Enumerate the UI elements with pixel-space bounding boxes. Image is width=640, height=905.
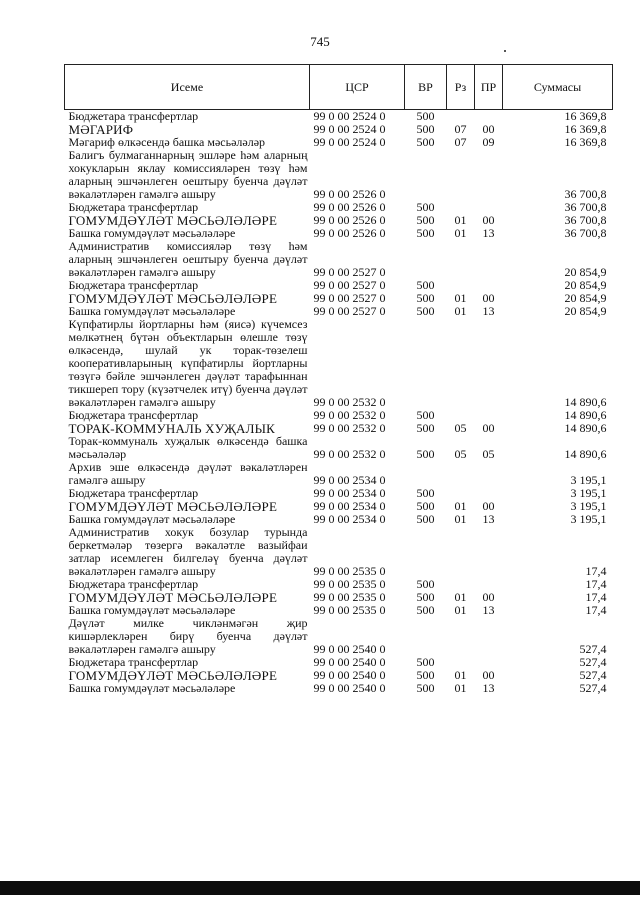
cell-csr: 99 0 00 2534 0 <box>313 512 386 526</box>
cell-name: Башка гомумдәүләт мәсьәләләре <box>68 603 236 617</box>
table-row <box>65 318 613 409</box>
cell-vr: 500 <box>416 499 435 513</box>
cell-vr: 500 <box>416 590 435 604</box>
cell-sum: 3 195,1 <box>570 473 607 487</box>
cell-rz: 01 <box>454 213 467 227</box>
cell-csr: 99 0 00 2535 0 <box>313 590 386 604</box>
cell-sum: 36 700,8 <box>564 200 607 214</box>
cell-csr: 99 0 00 2527 0 <box>313 304 386 318</box>
cell-csr: 99 0 00 2535 0 <box>313 564 386 578</box>
cell-csr: 99 0 00 2527 0 <box>313 265 386 279</box>
cell-name: Административ комиссияләр төзү һәм аларның эшчәнлеген оештыру буенча дәүләт вәкаләтләрен гамәлгә ашыру <box>68 239 308 279</box>
cell-vr: 500 <box>416 421 435 435</box>
cell-csr: 99 0 00 2526 0 <box>313 187 386 201</box>
cell-vr <box>405 318 447 409</box>
cell-name: Башка гомумдәүләт мәсьәләләре <box>68 681 236 695</box>
cell-rz: 07 <box>454 122 467 136</box>
cell-pr: 00 <box>482 122 495 136</box>
cell-pr: 13 <box>482 603 495 617</box>
cell-vr: 500 <box>416 655 435 669</box>
cell-pr <box>475 110 503 124</box>
cell-vr <box>405 240 447 279</box>
cell-vr <box>405 526 447 578</box>
cell-name: Бюджетара трансфертлар <box>68 655 199 669</box>
cell-sum: 527,4 <box>579 642 607 656</box>
cell-csr: 99 0 00 2532 0 <box>313 395 386 409</box>
cell-vr: 500 <box>416 603 435 617</box>
cell-rz <box>447 461 475 487</box>
cell-csr: 99 0 00 2540 0 <box>313 642 386 656</box>
cell-vr: 500 <box>416 681 435 695</box>
cell-name: Архив эше өлкәсендә дәүләт вәкаләтләрен гамәлгә ашыру <box>68 460 308 487</box>
cell-pr <box>475 461 503 487</box>
cell-sum: 527,4 <box>579 655 607 669</box>
table-row <box>65 461 613 487</box>
cell-vr: 500 <box>416 408 435 422</box>
cell-rz: 01 <box>454 603 467 617</box>
cell-vr: 500 <box>416 577 435 591</box>
cell-pr <box>475 149 503 201</box>
cell-sum: 17,4 <box>585 603 607 617</box>
cell-vr: 500 <box>416 213 435 227</box>
cell-rz: 07 <box>454 135 467 149</box>
cell-sum: 36 700,8 <box>564 187 607 201</box>
cell-vr: 500 <box>416 226 435 240</box>
cell-pr <box>475 526 503 578</box>
cell-sum: 3 195,1 <box>570 512 607 526</box>
cell-rz: 01 <box>454 499 467 513</box>
cell-vr: 500 <box>416 291 435 305</box>
cell-csr: 99 0 00 2534 0 <box>313 499 386 513</box>
header-name: Исеме <box>65 65 310 110</box>
cell-csr: 99 0 00 2524 0 <box>313 109 386 123</box>
cell-name: Административ хокук бозулар турында беркетмәләр төзергә вәкаләтле вазыйфаи затлар исемлеген билгеләү буенча дәүләт вәкаләтләрен гамәлгә ашыру <box>68 525 308 578</box>
cell-sum: 36 700,8 <box>564 213 607 227</box>
header-sum: Суммасы <box>503 65 613 110</box>
table-row <box>65 617 613 656</box>
cell-rz: 01 <box>454 226 467 240</box>
cell-pr: 13 <box>482 512 495 526</box>
cell-name: Торак-коммуналь хуҗалык өлкәсендә башка мәсьәләләр <box>68 434 308 461</box>
cell-sum: 14 890,6 <box>564 447 607 461</box>
cell-name: Бюджетара трансфертлар <box>68 408 199 422</box>
cell-sum: 16 369,8 <box>564 122 607 136</box>
cell-name: Бюджетара трансфертлар <box>68 278 199 292</box>
cell-csr: 99 0 00 2535 0 <box>313 603 386 617</box>
header-vr: ВР <box>405 65 447 110</box>
cell-name: ГОМУМДӘҮЛӘТ МӘСЬӘЛӘЛӘРЕ <box>68 213 278 228</box>
cell-sum: 17,4 <box>585 577 607 591</box>
cell-csr: 99 0 00 2540 0 <box>313 668 386 682</box>
header-pr: ПР <box>475 65 503 110</box>
cell-sum: 17,4 <box>585 564 607 578</box>
cell-rz: 05 <box>454 421 467 435</box>
cell-rz: 01 <box>454 304 467 318</box>
cell-name: ТОРАК-КОММУНАЛЬ ХУҖАЛЫК <box>68 421 276 436</box>
header-csr: ЦСР <box>310 65 405 110</box>
cell-vr: 500 <box>416 122 435 136</box>
cell-csr: 99 0 00 2534 0 <box>313 486 386 500</box>
cell-csr: 99 0 00 2535 0 <box>313 577 386 591</box>
cell-csr: 99 0 00 2526 0 <box>313 200 386 214</box>
cell-pr: 09 <box>482 135 495 149</box>
cell-pr: 13 <box>482 681 495 695</box>
cell-pr: 00 <box>482 213 495 227</box>
cell-rz: 01 <box>454 512 467 526</box>
cell-pr: 00 <box>482 291 495 305</box>
header-rz: Рз <box>447 65 475 110</box>
cell-name: Бюджетара трансфертлар <box>68 200 199 214</box>
cell-name: Мәгариф өлкәсендә башка мәсьәләләр <box>68 135 266 149</box>
cell-sum: 14 890,6 <box>564 408 607 422</box>
scan-speck <box>504 50 506 52</box>
cell-sum: 20 854,9 <box>564 278 607 292</box>
cell-sum: 14 890,6 <box>564 421 607 435</box>
cell-sum: 36 700,8 <box>564 226 607 240</box>
cell-sum: 3 195,1 <box>570 499 607 513</box>
cell-rz <box>447 149 475 201</box>
cell-sum: 527,4 <box>579 668 607 682</box>
cell-rz <box>447 318 475 409</box>
cell-sum: 527,4 <box>579 681 607 695</box>
cell-pr <box>475 318 503 409</box>
cell-name: Бюджетара трансфертлар <box>68 486 199 500</box>
cell-pr: 13 <box>482 304 495 318</box>
cell-vr: 500 <box>416 512 435 526</box>
table-body <box>65 110 613 696</box>
cell-sum: 14 890,6 <box>564 395 607 409</box>
cell-vr: 500 <box>416 200 435 214</box>
cell-sum: 20 854,9 <box>564 304 607 318</box>
cell-pr: 13 <box>482 226 495 240</box>
cell-rz <box>447 617 475 656</box>
cell-vr: 500 <box>416 668 435 682</box>
cell-vr: 500 <box>416 135 435 149</box>
cell-pr: 00 <box>482 499 495 513</box>
cell-csr: 99 0 00 2526 0 <box>313 213 386 227</box>
cell-name: Дәүләт милке чикләнмәгән җир кишәрлекләрен бирү буенча дәүләт вәкаләтләрен гамәлгә ашыру <box>68 616 308 656</box>
cell-pr: 00 <box>482 668 495 682</box>
cell-vr <box>405 617 447 656</box>
cell-name: Бюджетара трансфертлар <box>68 109 199 123</box>
cell-vr <box>405 461 447 487</box>
cell-name: ГОМУМДӘҮЛӘТ МӘСЬӘЛӘЛӘРЕ <box>68 668 278 683</box>
table-row <box>65 110 613 124</box>
cell-csr: 99 0 00 2526 0 <box>313 226 386 240</box>
cell-csr: 99 0 00 2532 0 <box>313 447 386 461</box>
cell-name: ГОМУМДӘҮЛӘТ МӘСЬӘЛӘЛӘРЕ <box>68 590 278 605</box>
cell-rz: 01 <box>454 590 467 604</box>
cell-rz <box>447 110 475 124</box>
cell-csr: 99 0 00 2532 0 <box>313 421 386 435</box>
cell-rz: 01 <box>454 681 467 695</box>
cell-sum: 17,4 <box>585 590 607 604</box>
cell-csr: 99 0 00 2524 0 <box>313 122 386 136</box>
cell-pr: 05 <box>482 447 495 461</box>
cell-vr: 500 <box>416 447 435 461</box>
budget-table <box>64 64 613 695</box>
table-row <box>65 682 613 695</box>
cell-rz: 01 <box>454 291 467 305</box>
cell-rz <box>447 240 475 279</box>
cell-name: Башка гомумдәүләт мәсьәләләре <box>68 304 236 318</box>
cell-csr: 99 0 00 2540 0 <box>313 655 386 669</box>
cell-vr: 500 <box>416 486 435 500</box>
cell-vr: 500 <box>416 278 435 292</box>
cell-name: Күпфатирлы йортларны һәм (яисә) күчемсез мөлкәтнең бүтән объектларын өлешле төзү өлкәсендә, шулай ук торак-төзелеш кооперативларының күпфатирлы йортларны төзүгә бәйле эшчәнлеген дәүләт тарафыннан тикшереп тору (күзәтчелек итү) буенча дәүләт вәкаләтләрен гамәлгә ашыру <box>68 317 308 409</box>
cell-rz: 05 <box>454 447 467 461</box>
table-row <box>65 149 613 201</box>
cell-vr <box>405 149 447 201</box>
cell-name: Бюджетара трансфертлар <box>68 577 199 591</box>
cell-csr: 99 0 00 2534 0 <box>313 473 386 487</box>
scan-border-bar <box>0 881 640 895</box>
cell-name: Башка гомумдәүләт мәсьәләләре <box>68 226 236 240</box>
cell-pr: 00 <box>482 421 495 435</box>
cell-sum: 20 854,9 <box>564 291 607 305</box>
cell-vr: 500 <box>416 109 435 123</box>
table-row <box>65 240 613 279</box>
cell-name: Балигъ булмаганнарның эшләре һәм аларның хокукларын яклау комиссияләрен төзү һәм аларның эшчәнлеген оештыру буенча дәүләт вәкаләтләрен гамәлгә ашыру <box>68 148 308 201</box>
cell-sum: 16 369,8 <box>564 135 607 149</box>
cell-pr: 00 <box>482 590 495 604</box>
cell-csr: 99 0 00 2540 0 <box>313 681 386 695</box>
cell-pr <box>475 617 503 656</box>
cell-sum: 3 195,1 <box>570 486 607 500</box>
table-header-row <box>65 65 613 110</box>
table-row <box>65 435 613 461</box>
cell-csr: 99 0 00 2532 0 <box>313 408 386 422</box>
page-number: 745 <box>310 34 330 49</box>
table-row <box>65 526 613 578</box>
cell-name: МӘГАРИФ <box>68 122 134 137</box>
cell-csr: 99 0 00 2524 0 <box>313 135 386 149</box>
cell-name: ГОМУМДӘҮЛӘТ МӘСЬӘЛӘЛӘРЕ <box>68 499 278 514</box>
cell-csr: 99 0 00 2527 0 <box>313 278 386 292</box>
cell-name: ГОМУМДӘҮЛӘТ МӘСЬӘЛӘЛӘРЕ <box>68 291 278 306</box>
cell-sum: 20 854,9 <box>564 265 607 279</box>
cell-name: Башка гомумдәүләт мәсьәләләре <box>68 512 236 526</box>
cell-pr <box>475 240 503 279</box>
cell-rz: 01 <box>454 668 467 682</box>
cell-sum: 16 369,8 <box>564 109 607 123</box>
cell-rz <box>447 526 475 578</box>
cell-csr: 99 0 00 2527 0 <box>313 291 386 305</box>
cell-vr: 500 <box>416 304 435 318</box>
